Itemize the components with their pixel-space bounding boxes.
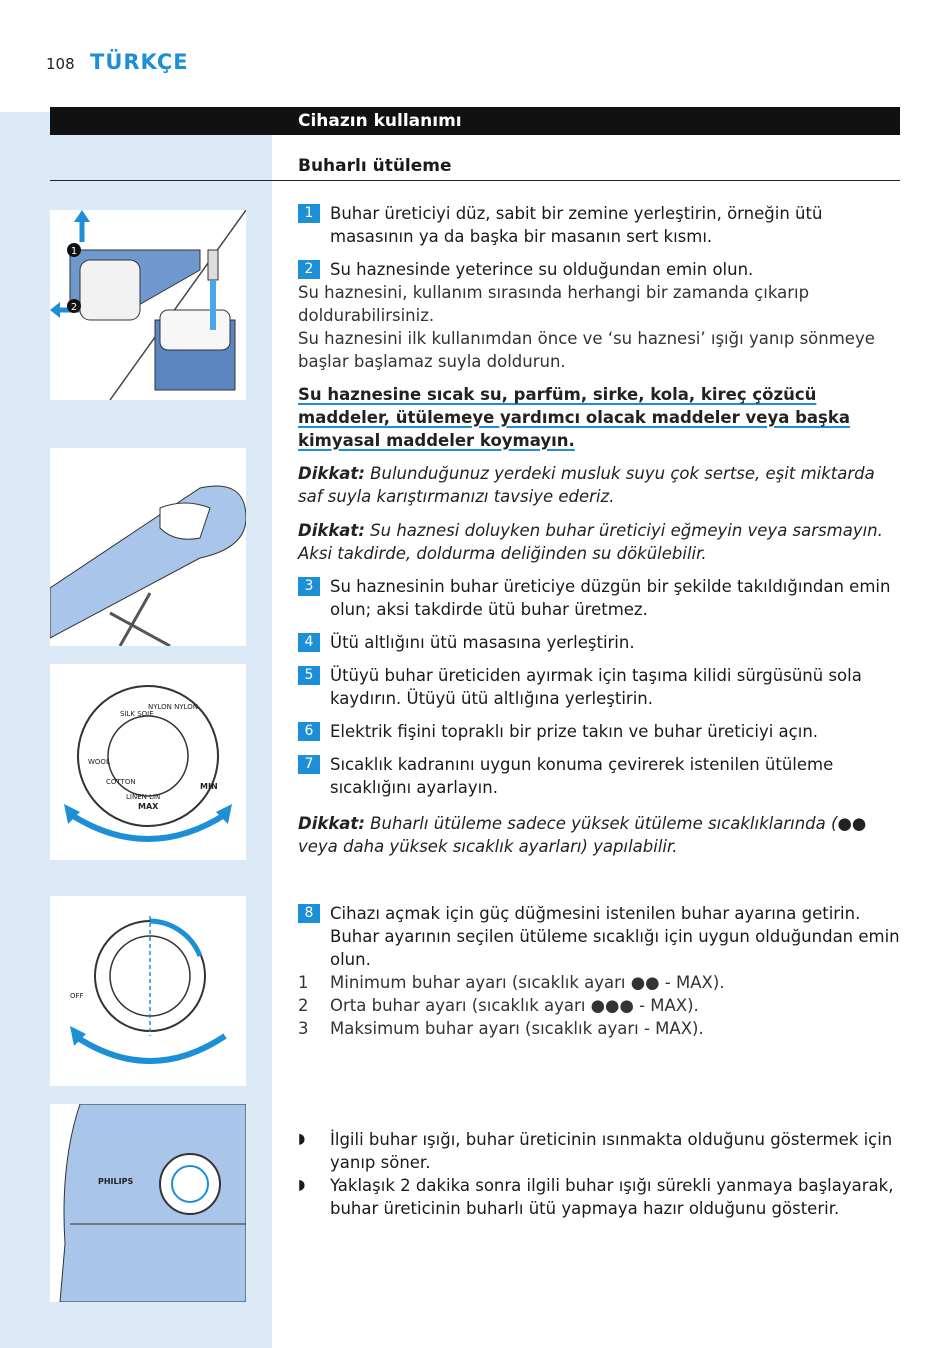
brand-label: PHILIPS — [98, 1177, 134, 1186]
dial-label-nylon: NYLON NYLON — [148, 703, 199, 711]
item-text: Maksimum buhar ayarı (sıcaklık ayarı - MAX). — [330, 1019, 704, 1038]
step-number: 2 — [298, 260, 320, 279]
warning-block — [298, 383, 858, 452]
note-text: Buharlı ütüleme sadece yüksek ütüleme sıcaklıklarında (●● veya daha yüksek sıcaklık ayarları) yapılabilir. — [298, 814, 867, 856]
page-number: 108 — [46, 55, 75, 73]
note-text: Su haznesi doluyken buhar üreticiyi eğmeyin veya sarsmayın. Aksi takdirde, doldurma deliğinden su dökülebilir. — [298, 521, 883, 563]
bullet-icon: ◗ — [298, 1131, 306, 1147]
language-heading: TÜRKÇE — [90, 50, 189, 74]
dial-label-linen: LINEN LIN — [126, 793, 161, 801]
item-text: Minimum buhar ayarı (sıcaklık ayarı ●● - MAX). — [330, 973, 725, 992]
note-2 — [298, 519, 902, 565]
step-text: Su haznesinde yeterince su olduğundan emin olun. — [330, 260, 754, 279]
step-number: 1 — [298, 204, 320, 223]
paragraph-first-fill: Su haznesini ilk kullanımdan önce ve ‘su haznesi’ ışığı yanıp sönmeye başlar başlamaz suyla doldurun. — [298, 329, 875, 371]
note-label: Dikkat: — [298, 464, 365, 483]
step-text: Elektrik fişini topraklı bir prize takın ve buhar üreticiyi açın. — [330, 722, 819, 741]
item-number: 3 — [298, 1019, 309, 1038]
step-text: Su haznesinin buhar üreticiye düzgün bir şekilde takıldığından emin olun; aksi takdirde ütü buhar üretmez. — [330, 577, 891, 619]
dial-label-min: MIN — [200, 782, 218, 791]
warning-text: Su haznesine sıcak su, parfüm, sirke, kola, kireç çözücü maddeler, ütülemeye yardımcı olacak maddeler veya başka kimyasal maddeler koymayın. — [298, 385, 850, 450]
item-number: 1 — [298, 973, 309, 992]
temperature-dial-illustration — [50, 664, 246, 860]
step-8-block — [298, 902, 902, 1040]
bullet-text: Yaklaşık 2 dakika sonra ilgili buhar ışığı sürekli yanmaya başlayarak, buhar üreticinin buharlı ütü yapmaya hazır olduğunu gösterir. — [330, 1176, 894, 1218]
steam-setting-item — [298, 1017, 902, 1040]
section-banner — [50, 107, 900, 135]
step-2-block — [298, 258, 902, 373]
steps-3-7 — [298, 575, 902, 799]
step-text: Sıcaklık kadranını uygun konuma çevirerek istenilen ütüleme sıcaklığını ayarlayın. — [330, 755, 834, 797]
ironing-board-illustration — [50, 448, 246, 646]
item-number: 2 — [298, 996, 309, 1015]
steam-setting-item — [298, 994, 902, 1017]
item-text: Orta buhar ayarı (sıcaklık ayarı ●●● - MAX). — [330, 996, 699, 1015]
appliance-front-illustration — [50, 1104, 246, 1302]
bullet-text: İlgili buhar ışığı, buhar üreticinin ısınmakta olduğunu göstermek için yanıp söner. — [330, 1130, 893, 1172]
bullet-item — [298, 1174, 902, 1220]
step-number: 8 — [298, 904, 320, 923]
paragraph-refill: Su haznesini, kullanım sırasında herhangi bir zamanda çıkarıp doldurabilirsiniz. — [298, 283, 810, 325]
note-3 — [298, 812, 902, 858]
step-number: 5 — [298, 666, 320, 685]
callout-1: 1 — [70, 246, 78, 257]
note-text: Bulunduğunuz yerdeki musluk suyu çok sertse, eşit miktarda saf suyla karıştırmanızı tavsiye ederiz. — [298, 464, 875, 506]
section-title: Cihazın kullanımı — [298, 111, 462, 131]
note-label: Dikkat: — [298, 521, 365, 540]
water-tank-illustration — [50, 210, 246, 400]
step-number: 3 — [298, 577, 320, 596]
subsection-title: Buharlı ütüleme — [298, 156, 452, 176]
step-text: Buhar üreticiyi düz, sabit bir zemine yerleştirin, örneğin ütü masasının ya da başka bir masanın sert kısmı. — [330, 204, 823, 246]
step-number: 4 — [298, 633, 320, 652]
steam-off-label: OFF — [70, 992, 84, 1000]
dial-label-silk: SILK SOIE — [120, 710, 154, 718]
bullet-item — [298, 1128, 902, 1174]
step-text: Cihazı açmak için güç düğmesini istenilen buhar ayarına getirin. Buhar ayarının seçilen ütüleme sıcaklığı için uygun olduğundan emin olun. — [330, 904, 900, 969]
steam-setting-item — [298, 971, 902, 994]
bullet-icon: ◗ — [298, 1177, 306, 1193]
step-text: Ütü altlığını ütü masasına yerleştirin. — [330, 633, 635, 652]
dial-label-max: MAX — [138, 802, 159, 811]
step-text: Ütüyü buhar üreticiden ayırmak için taşıma kilidi sürgüsünü sola kaydırın. Ütüyü ütü altlığına yerleştirin. — [330, 666, 862, 708]
bullet-list — [298, 1128, 902, 1220]
dial-label-wool: WOOL — [88, 758, 110, 766]
steam-dial-illustration — [50, 896, 246, 1086]
callout-2: 2 — [70, 302, 78, 313]
note-1 — [298, 462, 902, 508]
step-number: 6 — [298, 722, 320, 741]
step-1 — [298, 202, 902, 248]
step-number: 7 — [298, 755, 320, 774]
note-label: Dikkat: — [298, 814, 365, 833]
dial-label-cotton: COTTON — [106, 778, 136, 786]
divider — [50, 180, 900, 181]
